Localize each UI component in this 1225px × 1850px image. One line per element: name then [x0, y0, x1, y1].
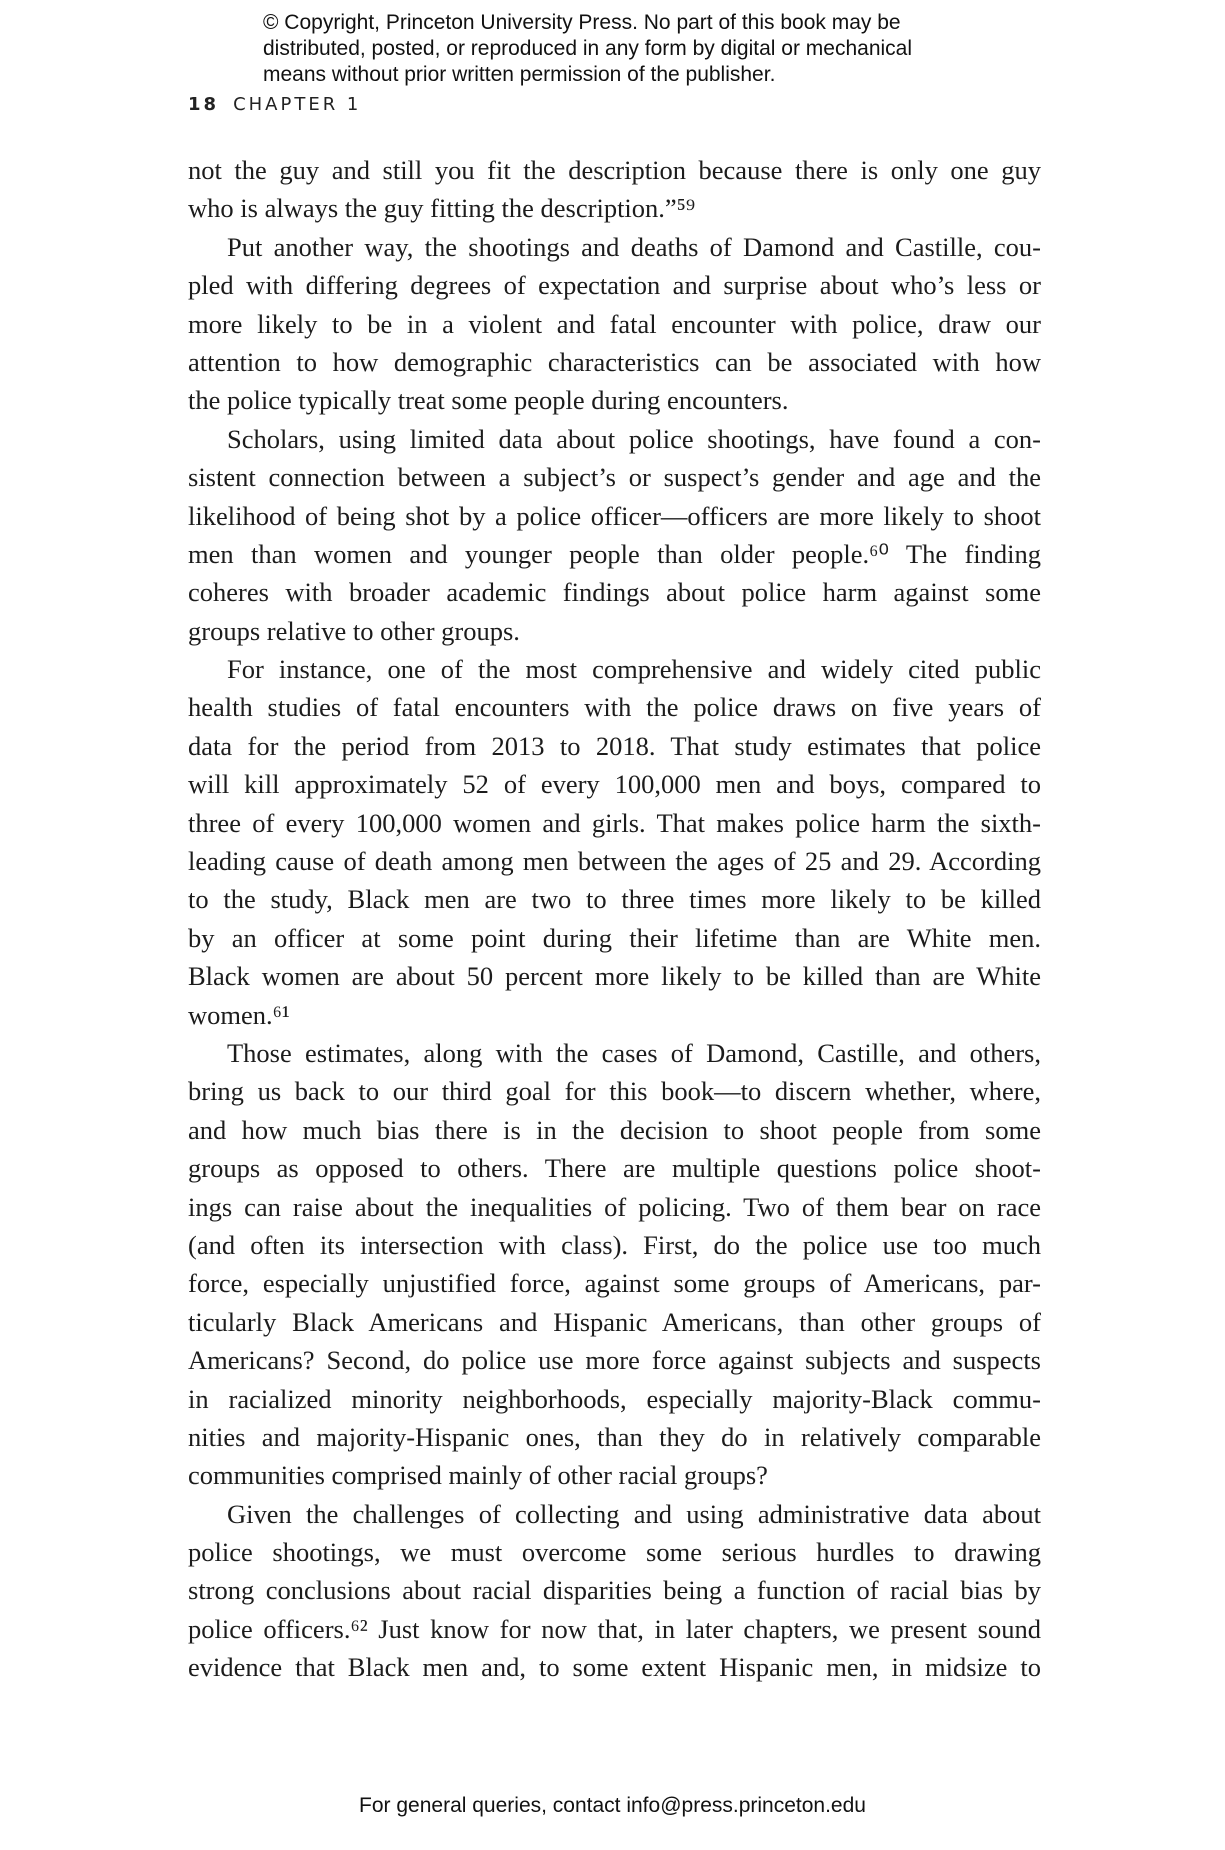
copyright-line: © Copyright, Princeton University Press. No part of this book may be	[263, 11, 901, 34]
text-line: For instance, one of the most comprehensive and widely cited public	[227, 654, 1041, 685]
text-line: who is always the guy fitting the description.”⁵⁹	[188, 193, 696, 224]
text-line: will kill approximately 52 of every 100,000 men and boys, compared to	[188, 769, 1041, 800]
text-line: and how much bias there is in the decision to shoot people from some	[188, 1114, 1041, 1145]
paragraph	[188, 1034, 1041, 1495]
text-line: communities comprised mainly of other racial groups?	[188, 1460, 768, 1491]
text-line: not the guy and still you fit the description because there is only one guy	[188, 155, 1041, 185]
text-line: by an officer at some point during their lifetime than are White men.	[188, 922, 1041, 953]
running-head	[188, 94, 361, 115]
paragraph	[188, 1495, 1041, 1687]
copyright-line: means without prior written permission of the publisher.	[263, 63, 776, 86]
page-number: 18	[188, 94, 220, 115]
text-line: coheres with broader academic findings about police harm against some	[188, 577, 1041, 608]
text-line: ticularly Black Americans and Hispanic Americans, than other groups of	[188, 1306, 1041, 1337]
chapter-label: CHAPTER 1	[233, 94, 362, 115]
text-line: data for the period from 2013 to 2018. That study estimates that police	[188, 730, 1041, 761]
text-line: force, especially unjustified force, against some groups of Americans, par-	[188, 1268, 1041, 1299]
copyright-notice	[263, 10, 1003, 88]
text-line: ings can raise about the inequalities of policing. Two of them bear on race	[188, 1191, 1041, 1222]
text-line: police officers.⁶² Just know for now that, in later chapters, we present sound	[188, 1613, 1041, 1644]
copyright-line: distributed, posted, or reproduced in any form by digital or mechanical	[263, 37, 913, 60]
text-line: Scholars, using limited data about police shootings, have found a con-	[227, 423, 1041, 454]
text-line: groups relative to other groups.	[188, 615, 520, 646]
text-line: likelihood of being shot by a police officer—officers are more likely to shoot	[188, 500, 1041, 531]
text-line: three of every 100,000 women and girls. That makes police harm the sixth-	[188, 807, 1041, 838]
paragraph	[188, 420, 1041, 650]
text-line: in racialized minority neighborhoods, especially majority-Black commu-	[188, 1383, 1041, 1414]
text-line: bring us back to our third goal for this book—to discern whether, where,	[188, 1076, 1041, 1107]
text-line: attention to how demographic characteristics can be associated with how	[188, 346, 1041, 377]
text-line: Those estimates, along with the cases of Damond, Castille, and others,	[227, 1037, 1041, 1068]
text-line: sistent connection between a subject’s or suspect’s gender and age and the	[188, 462, 1041, 493]
text-line: health studies of fatal encounters with the police draws on five years of	[188, 692, 1041, 723]
text-line: Black women are about 50 percent more likely to be killed than are White	[188, 961, 1041, 992]
text-line: groups as opposed to others. There are multiple questions police shoot-	[188, 1153, 1041, 1184]
text-line: to the study, Black men are two to three times more likely to be killed	[188, 884, 1041, 915]
text-line: women.⁶¹	[188, 999, 290, 1030]
paragraph	[188, 228, 1041, 420]
text-line: evidence that Black men and, to some extent Hispanic men, in midsize to	[188, 1652, 1041, 1683]
text-line: pled with differing degrees of expectation and surprise about who’s less or	[188, 270, 1041, 301]
text-line: Put another way, the shootings and deaths of Damond and Castille, cou-	[227, 231, 1041, 262]
body-text	[188, 151, 1041, 1687]
text-line: strong conclusions about racial disparities being a function of racial bias by	[188, 1575, 1041, 1606]
text-line: nities and majority-Hispanic ones, than they do in relatively comparable	[188, 1421, 1041, 1452]
text-line: Americans? Second, do police use more force against subjects and suspects	[188, 1345, 1041, 1376]
text-line: police shootings, we must overcome some serious hurdles to drawing	[188, 1537, 1041, 1568]
text-line: the police typically treat some people during encounters.	[188, 385, 789, 416]
text-line: more likely to be in a violent and fatal encounter with police, draw our	[188, 308, 1041, 339]
text-line: leading cause of death among men between the ages of 25 and 29. According	[188, 846, 1041, 877]
paragraph	[188, 151, 1041, 228]
footer-contact: For general queries, contact info@press.princeton.edu	[359, 1794, 866, 1817]
text-line: (and often its intersection with class). First, do the police use too much	[188, 1229, 1041, 1260]
text-line: men than women and younger people than older people.⁶⁰ The finding	[188, 538, 1041, 569]
text-line: Given the challenges of collecting and using administrative data about	[227, 1498, 1041, 1529]
paragraph	[188, 650, 1041, 1034]
